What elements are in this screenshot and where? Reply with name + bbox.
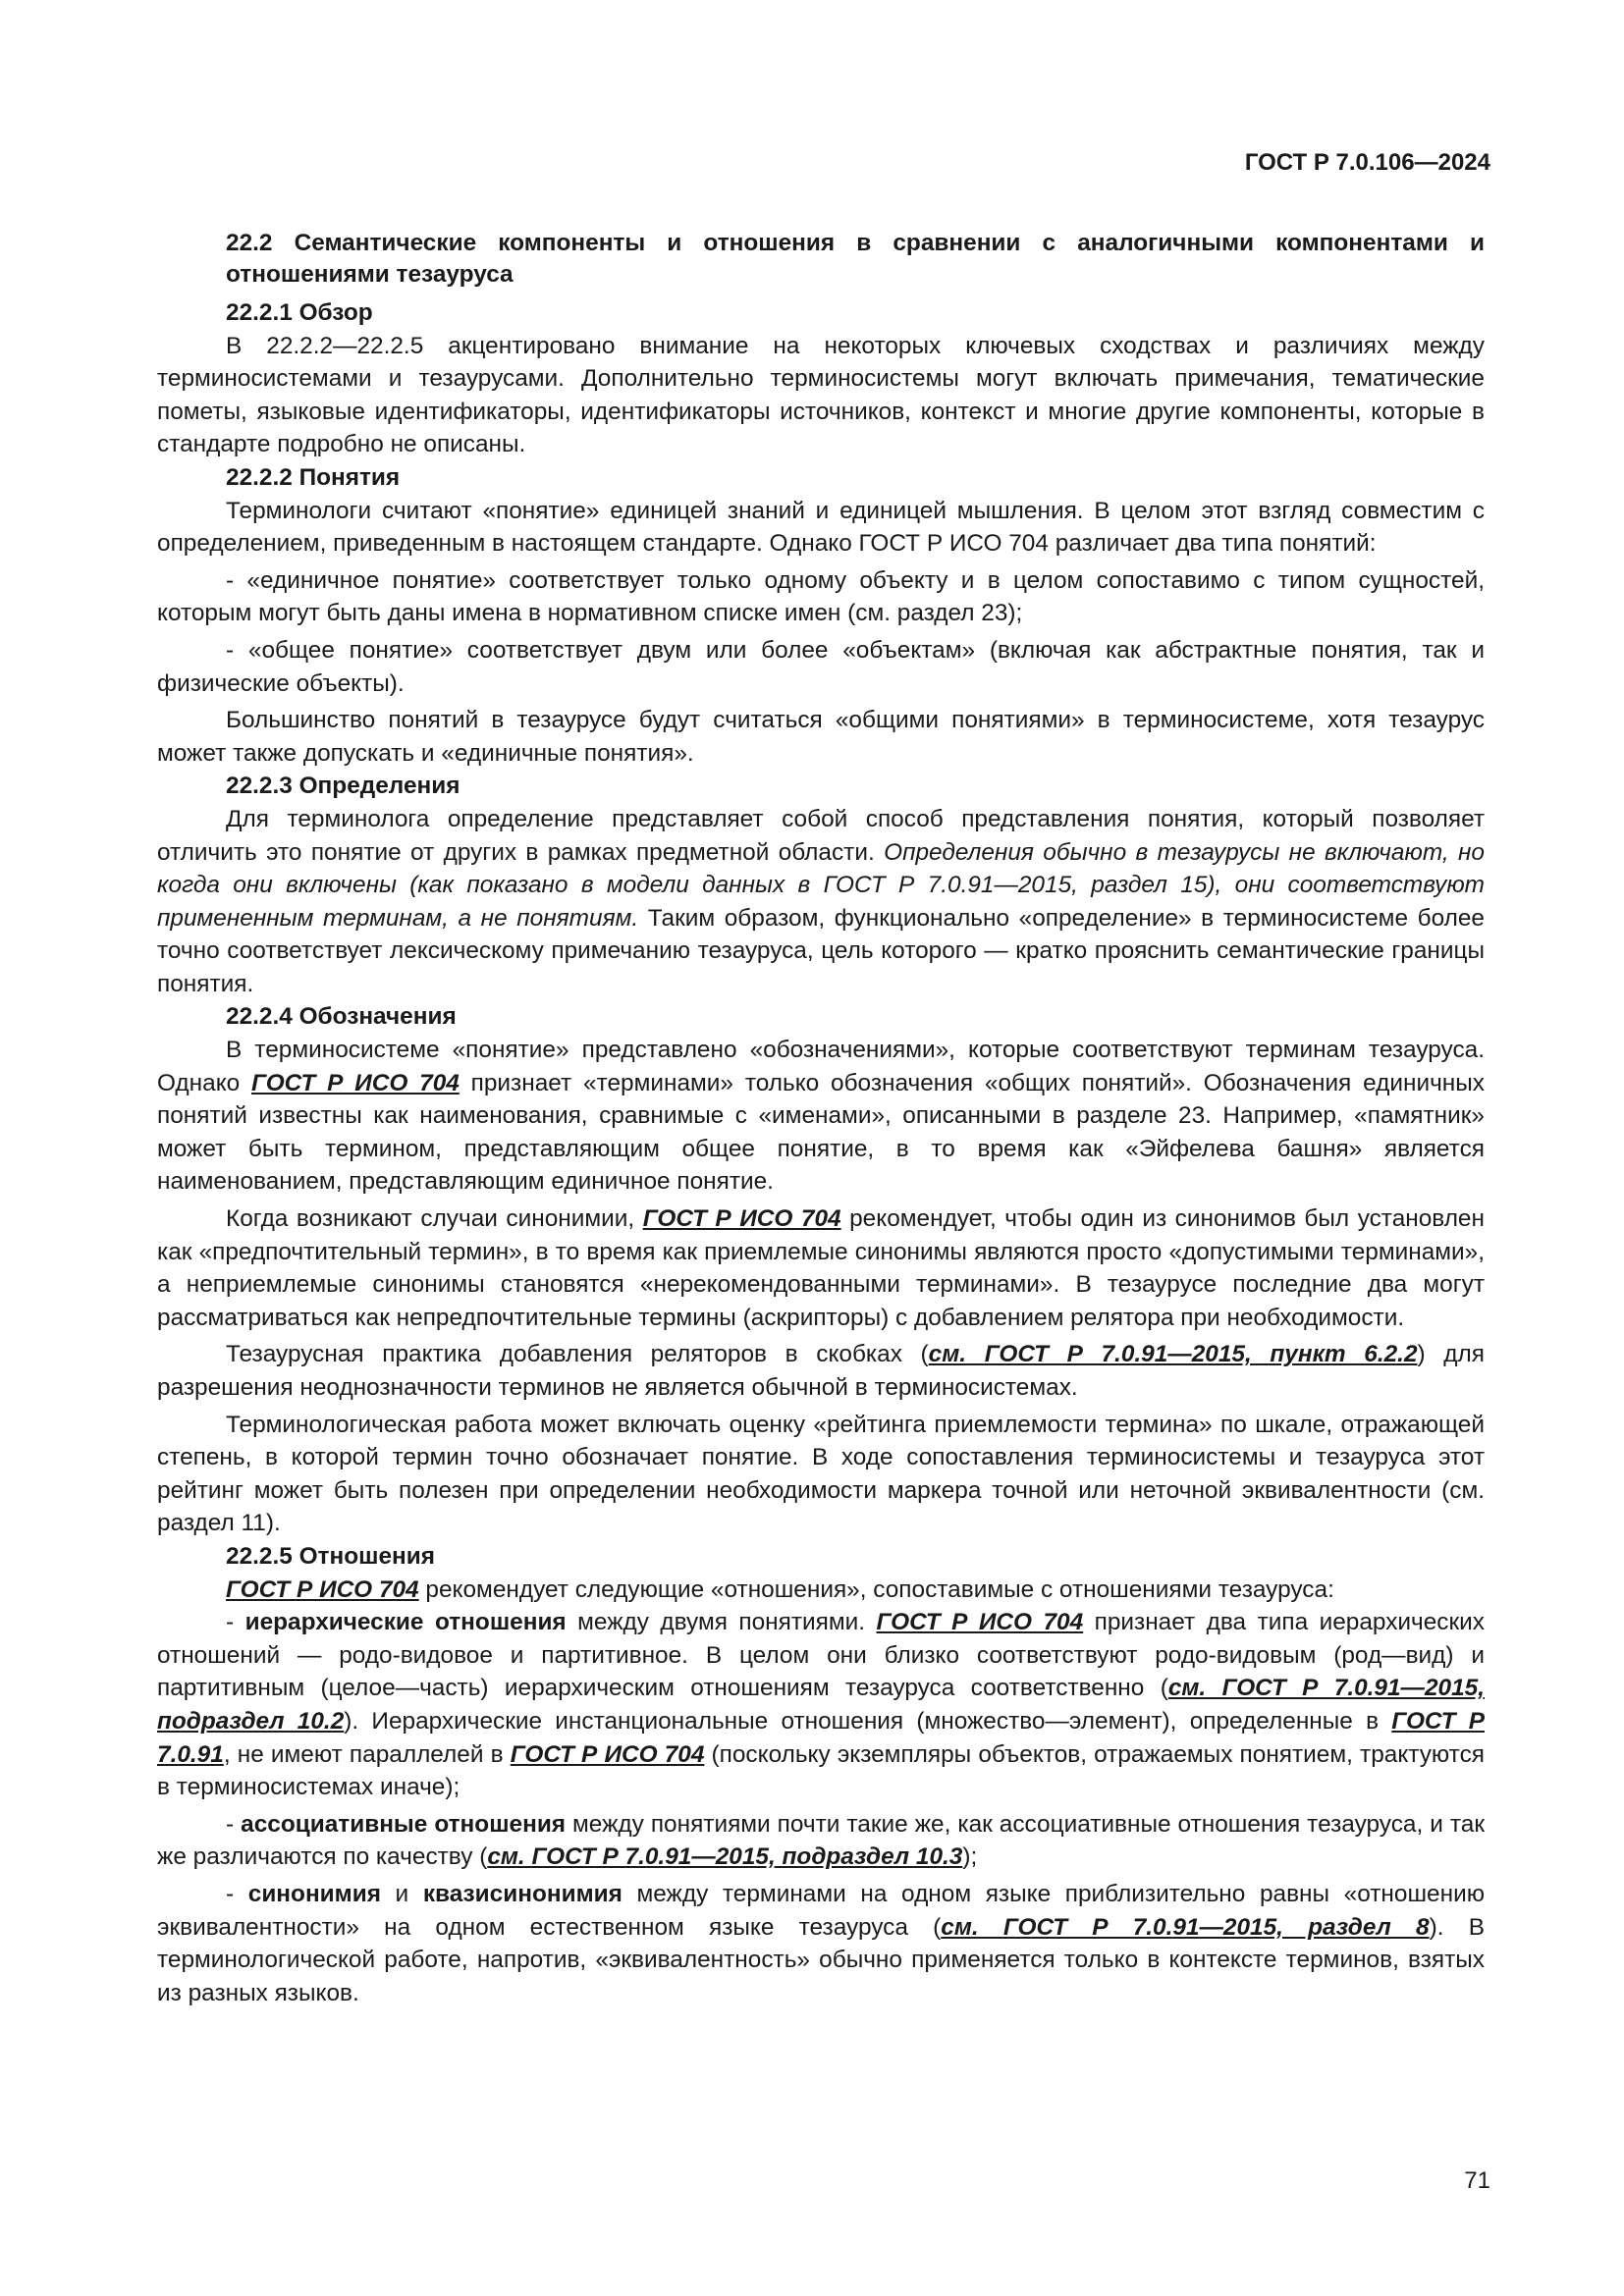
text: и — [380, 1880, 423, 1907]
italic-text: Определения обычно в тезаурусы не включают, но когда они включены (как показано в модели данных в ГОСТ Р 7.0.91—2015, раздел 15), они соответствуют примененным терминам, а не понятиям. — [157, 838, 1485, 932]
reference-link[interactable]: ГОСТ Р ИСО 704 — [251, 1069, 460, 1096]
text: Для терминолога определение представляет собой способ представления понятия, который позволяет отличить это понятие от других в рамках предметной области. — [157, 805, 1485, 866]
reference-link[interactable]: см. ГОСТ Р 7.0.91—2015, подраздел 10.3 — [487, 1843, 963, 1871]
paragraph: Терминологическая работа может включать оценку «рейтинга приемлемости термина» по шкале, отражающей степень, в которой термин точно обозначает понятие. В ходе сопоставления терминосистемы и тезауруса этот рейтинг может быть полезен при определении необходимости маркера точной или неточной эквивалентности (см. раздел 11). — [157, 1411, 1485, 1537]
text: Таким образом, функционально «определение» в терминосистеме более точно соответствует лексическому примечанию тезауруса, цель которого — кратко прояснить семантические границы понятия. — [157, 904, 1485, 997]
bold-term: квазисинонимия — [422, 1880, 623, 1907]
reference-link[interactable]: см. ГОСТ Р 7.0.91—2015, пункт 6.2.2 — [928, 1341, 1418, 1368]
reference-link[interactable]: ГОСТ Р 7.0.91 — [157, 1707, 1485, 1768]
text: Когда возникают случаи синонимии, — [226, 1205, 643, 1233]
text: между двумя понятиями. — [566, 1609, 877, 1636]
list-item — [157, 1878, 1485, 2009]
text: - — [226, 1609, 245, 1636]
list-item — [157, 1606, 1485, 1804]
heading-22-2-3: 22.2.3 Определения — [226, 773, 460, 800]
text: - — [226, 1880, 248, 1907]
bold-term: синонимия — [247, 1880, 381, 1907]
paragraph — [157, 1202, 1485, 1334]
text: Тезаурусная практика добавления реляторов в скобках ( — [226, 1341, 929, 1368]
section-title: 22.2 Семантические компоненты и отношения в сравнении с аналогичными компонентами и отношениями тезауруса — [226, 230, 1485, 288]
document-header: ГОСТ Р 7.0.106—2024 — [1244, 149, 1490, 176]
text: рекомендует, чтобы один из синонимов был установлен как «предпочтительный термин», в то время как приемлемые синонимы являются просто «допустимыми терминами», а неприемлемые синонимы становятся «нерекомендованными терминами». В тезаурусе последние два могут рассматриваться как непредпочтительные термины (аскрипторы) с добавлением релятора при необходимости. — [157, 1205, 1485, 1331]
reference-link[interactable]: ГОСТ Р ИСО 704 — [510, 1740, 705, 1768]
text: - — [226, 1810, 242, 1838]
bold-term: ассоциативные отношения — [241, 1810, 567, 1838]
paragraph — [157, 1034, 1485, 1199]
heading-22-2-5: 22.2.5 Отношения — [226, 1542, 435, 1570]
text: , не имеют параллелей в — [223, 1740, 511, 1768]
reference-link[interactable]: ГОСТ Р ИСО 704 — [226, 1575, 419, 1603]
heading-22-2-1: 22.2.1 Обзор — [226, 299, 373, 326]
page-number: 71 — [1464, 2167, 1490, 2194]
page-content — [157, 228, 1485, 2009]
text: ). В терминологической работе, напротив, «эквивалентность» обычно применяется только в контексте терминов, взятых из разных языков. — [157, 1913, 1485, 2006]
text: В терминосистеме «понятие» представлено «обозначениями», которые соответствуют терминам тезауруса. Однако — [157, 1037, 1485, 1096]
text: ); — [962, 1843, 978, 1871]
heading-22-2-4: 22.2.4 Обозначения — [226, 1003, 457, 1031]
text: между терминами на одном языке приблизительно равны «отношению эквивалентности» на одном естественном языке тезауруса ( — [157, 1880, 1485, 1941]
paragraph — [157, 1574, 1485, 1607]
bold-term: иерархические отношения — [244, 1609, 567, 1636]
list-item — [157, 1808, 1485, 1874]
text: ) для разрешения неоднозначности терминов не является обычной в терминосистемах. — [157, 1341, 1485, 1401]
paragraph: В 22.2.2—22.2.5 акцентировано внимание на некоторых ключевых сходствах и различиях между терминосистемами и тезаурусами. Дополнительно терминосистемы могут включать примечания, тематические пометы, языковые идентификаторы, идентификаторы источников, контекст и многие другие компоненты, которые в стандарте подробно не описаны. — [157, 332, 1485, 458]
text: ). Иерархические инстанциональные отношения (множество—элемент), определенные в — [344, 1707, 1392, 1735]
reference-link[interactable]: ГОСТ Р ИСО 704 — [642, 1205, 841, 1233]
text: признает «терминами» только обозначения «общих понятий». Обозначения единичных понятий известны как наименования, сравнимые с «именами», описанными в разделе 23. Например, «памятник» может быть термином, представляющим общее понятие, в то время как «Эйфелева башня» является наименованием, представляющим единичное понятие. — [157, 1069, 1485, 1196]
reference-link[interactable]: ГОСТ Р ИСО 704 — [876, 1609, 1084, 1636]
paragraph: Большинство понятий в тезаурусе будут считаться «общими понятиями» в терминосистеме, хотя тезаурус может также допускать и «единичные понятия». — [157, 707, 1485, 767]
text: рекомендует следующие «отношения», сопоставимые с отношениями тезауруса: — [418, 1575, 1334, 1603]
paragraph — [157, 1338, 1485, 1404]
heading-22-2-2: 22.2.2 Понятия — [226, 463, 401, 491]
text: между понятиями почти такие же, как ассоциативные отношения тезауруса, и так же различаются по качеству ( — [157, 1810, 1485, 1871]
text: (поскольку экземпляры объектов, отражаемых понятием, трактуются в терминосистемах иначе); — [157, 1740, 1485, 1801]
text: признает два типа иерархических отношений — родо-видовое и партитивное. В целом они близко соответствуют родо-видовым (род—вид) и партитивным (целое—часть) иерархическим отношениям тезауруса соответственно ( — [157, 1609, 1485, 1702]
paragraph: Терминологи считают «понятие» единицей знаний и единицей мышления. В целом этот взгляд совместим с определением, приведенным в настоящем стандарте. Однако ГОСТ Р ИСО 704 различает два типа понятий: — [157, 497, 1485, 558]
list-item: - «единичное понятие» соответствует только одному объекту и в целом сопоставимо с типом сущностей, которым могут быть даны имена в нормативном списке имен (см. раздел 23); — [157, 566, 1485, 627]
reference-link[interactable]: см. ГОСТ Р 7.0.91—2015, раздел 8 — [941, 1913, 1430, 1941]
list-item: - «общее понятие» соответствует двум или более «объектам» (включая как абстрактные понятия, так и физические объекты). — [157, 636, 1485, 697]
paragraph — [157, 803, 1485, 1001]
reference-link[interactable]: см. ГОСТ Р 7.0.91—2015, подраздел 10.2 — [157, 1675, 1485, 1735]
